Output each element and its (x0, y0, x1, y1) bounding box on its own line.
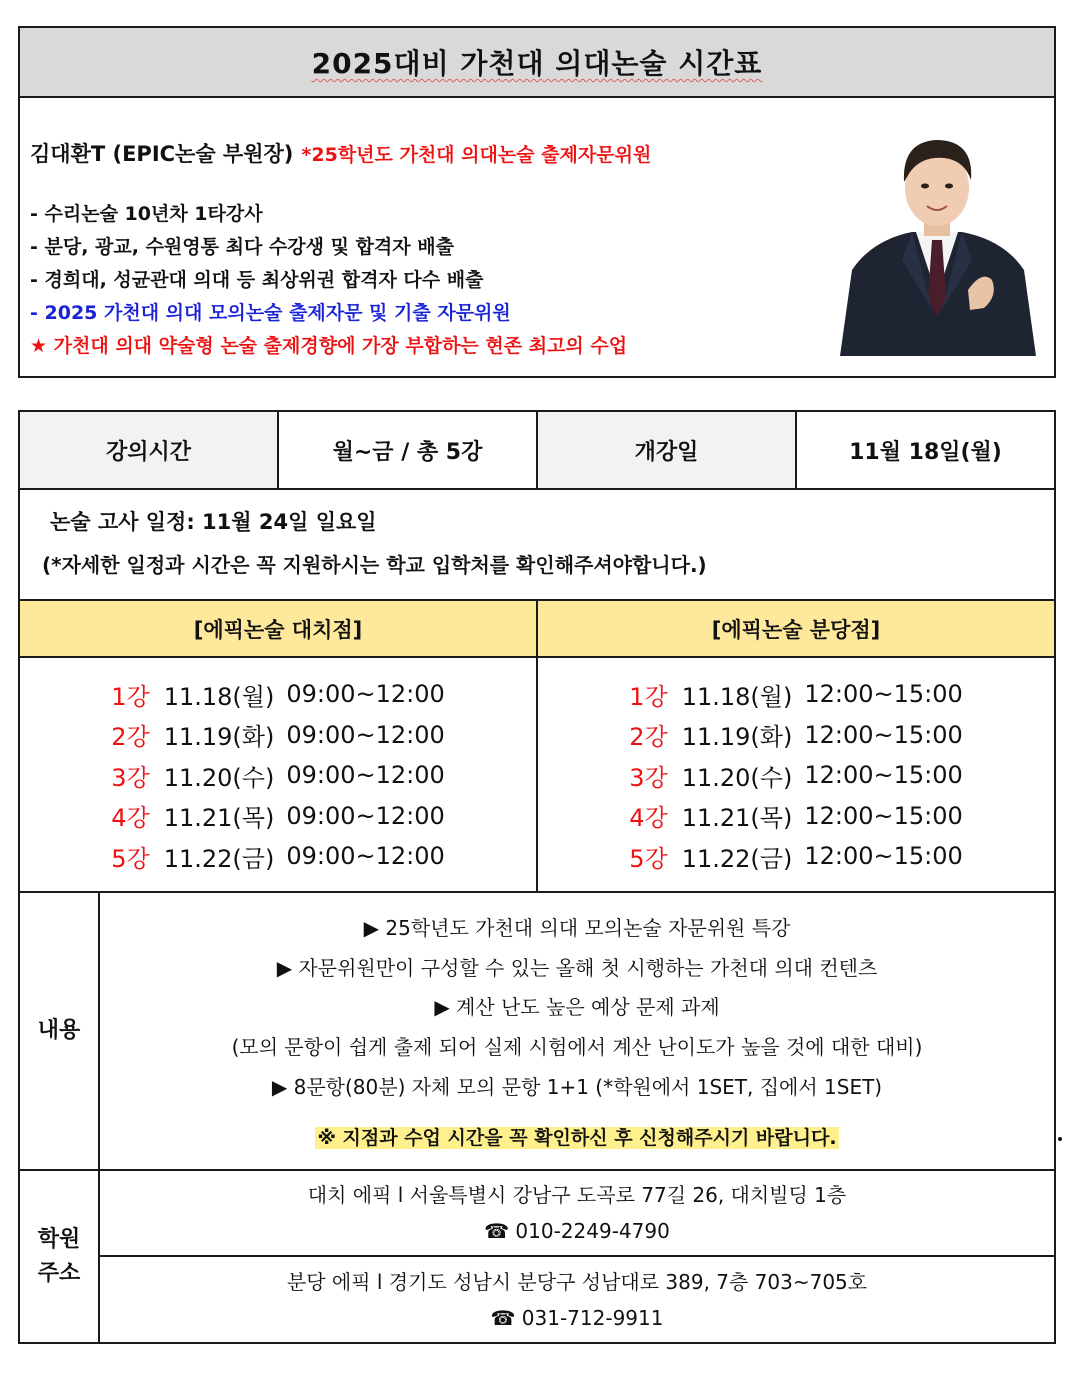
start-date-label: 개강일 (538, 412, 797, 488)
lecture-number: 2강 (629, 723, 668, 752)
lecture-number: 1강 (111, 682, 150, 711)
notice (100, 1123, 1054, 1150)
lecture-number: 5강 (111, 844, 150, 873)
notice-text: ※ 지점과 수업 시간을 꼭 확인하신 후 신청해주시기 바랍니다. (317, 1127, 837, 1149)
instructor-name: 김대환T (EPIC논술 부원장) (30, 142, 294, 166)
session-time: 12:00~15:00 (804, 761, 963, 790)
instructor-bullets (30, 198, 627, 363)
exam-note: (*자세한 일정과 시간은 꼭 지원하시는 학교 입학처를 확인해주셔야합니다.) (42, 553, 707, 577)
content-label: 내용 (20, 893, 100, 1169)
session-row (20, 836, 536, 877)
session-time: 12:00~15:00 (804, 720, 963, 749)
session-time: 09:00~12:00 (286, 720, 445, 749)
session-row (538, 755, 1054, 796)
bundang-schedule (538, 658, 1054, 891)
bundang-address: 분당 에픽 l 경기도 성남시 분당구 성남대로 389, 7층 703~705호 (286, 1270, 868, 1294)
page-title: 2025대비 가천대 의대논술 시간표 (20, 28, 1054, 98)
session-time: 09:00~12:00 (286, 842, 445, 871)
daechi-phone: ☎ 010-2249-4790 (484, 1219, 670, 1243)
session-time: 12:00~15:00 (804, 801, 963, 830)
branch-header-row (20, 601, 1054, 658)
instructor-intro (30, 138, 651, 168)
session-row (538, 715, 1054, 756)
content-line: (모의 문항이 쉽게 출제 되어 실제 시험에서 계산 난이도가 높을 것에 대한 대비) (231, 1035, 923, 1060)
course-content (20, 893, 1054, 1171)
lecture-time-label: 강의시간 (20, 412, 279, 488)
lecture-number: 5강 (629, 844, 668, 873)
session-date: 11.20(수) (681, 763, 793, 792)
session-row (538, 674, 1054, 715)
session-date: 11.18(월) (163, 682, 275, 711)
session-date: 11.21(목) (163, 804, 275, 833)
session-date: 11.22(금) (681, 844, 793, 873)
bullet-item: - 2025 가천대 의대 모의논술 출제자문 및 기출 자문위원 (30, 302, 511, 324)
bullet-item: - 분당, 광교, 수원영통 최다 수강생 및 합격자 배출 (30, 236, 454, 258)
session-time: 09:00~12:00 (286, 801, 445, 830)
session-row (538, 836, 1054, 877)
address-label-line: 학원 (37, 1226, 81, 1252)
session-row (538, 796, 1054, 837)
address-label (20, 1171, 100, 1342)
session-date: 11.20(수) (163, 763, 275, 792)
lecture-time-value: 월~금 / 총 5강 (279, 412, 538, 488)
session-date: 11.19(화) (163, 723, 275, 752)
bullet-item: - 경희대, 성균관대 의대 등 최상위권 합격자 다수 배출 (30, 269, 484, 291)
session-date: 11.19(화) (681, 723, 793, 752)
instructor-role: *25학년도 가천대 의대논술 출제자문위원 (301, 144, 652, 166)
bullet-item: - 수리논술 10년차 1타강사 (30, 203, 263, 225)
session-row (20, 715, 536, 756)
branch-daechi-title: [에픽논술 대치점] (20, 601, 538, 656)
academy-address (20, 1171, 1054, 1342)
start-date-value: 11월 18일(월) (849, 439, 1002, 465)
lecture-number: 2강 (111, 723, 150, 752)
content-line: ▶ 8문항(80분) 자체 모의 문항 1+1 (*학원에서 1SET, 집에서 1SET) (271, 1074, 883, 1099)
exam-info (20, 490, 1054, 601)
content-line: ▶ 25학년도 가천대 의대 모의논술 자문위원 특강 (363, 916, 791, 941)
session-time: 09:00~12:00 (286, 680, 445, 709)
schedule-panel (18, 410, 1056, 1344)
bullet-item: ★ 가천대 의대 약술형 논술 출제경향에 가장 부합하는 현존 최고의 수업 (30, 335, 628, 357)
daechi-address: 대치 에픽 l 서울특별시 강남구 도곡로 77길 26, 대치빌딩 1층 (307, 1183, 847, 1207)
session-time: 09:00~12:00 (286, 761, 445, 790)
session-row (20, 755, 536, 796)
address-label-line: 주소 (37, 1260, 81, 1286)
schedule-table (20, 658, 1054, 893)
session-row (20, 796, 536, 837)
lecture-number: 3강 (111, 763, 150, 792)
exam-date: 논술 고사 일정: 11월 24일 일요일 (50, 510, 377, 534)
content-line: ▶ 자문위원만이 구성할 수 있는 올해 첫 시행하는 가천대 의대 컨텐츠 (276, 955, 878, 980)
content-lines (100, 907, 1054, 1105)
lecture-number: 1강 (629, 682, 668, 711)
instructor-photo (832, 120, 1042, 356)
lecture-number: 4강 (111, 804, 150, 833)
stray-dot (1058, 1137, 1062, 1141)
session-time: 12:00~15:00 (804, 842, 963, 871)
lecture-number: 4강 (629, 804, 668, 833)
session-date: 11.18(월) (681, 682, 793, 711)
content-line: ▶ 계산 난도 높은 예상 문제 과제 (434, 995, 720, 1020)
lecture-number: 3강 (629, 763, 668, 792)
instructor-panel (18, 26, 1056, 378)
session-row (20, 674, 536, 715)
info-row (20, 412, 1054, 490)
branch-bundang-title: [에픽논술 분당점] (711, 617, 881, 642)
session-date: 11.22(금) (163, 844, 275, 873)
bundang-phone: ☎ 031-712-9911 (490, 1306, 664, 1330)
address-divider (100, 1255, 1054, 1257)
session-date: 11.21(목) (681, 804, 793, 833)
daechi-schedule (20, 658, 538, 891)
session-time: 12:00~15:00 (804, 680, 963, 709)
